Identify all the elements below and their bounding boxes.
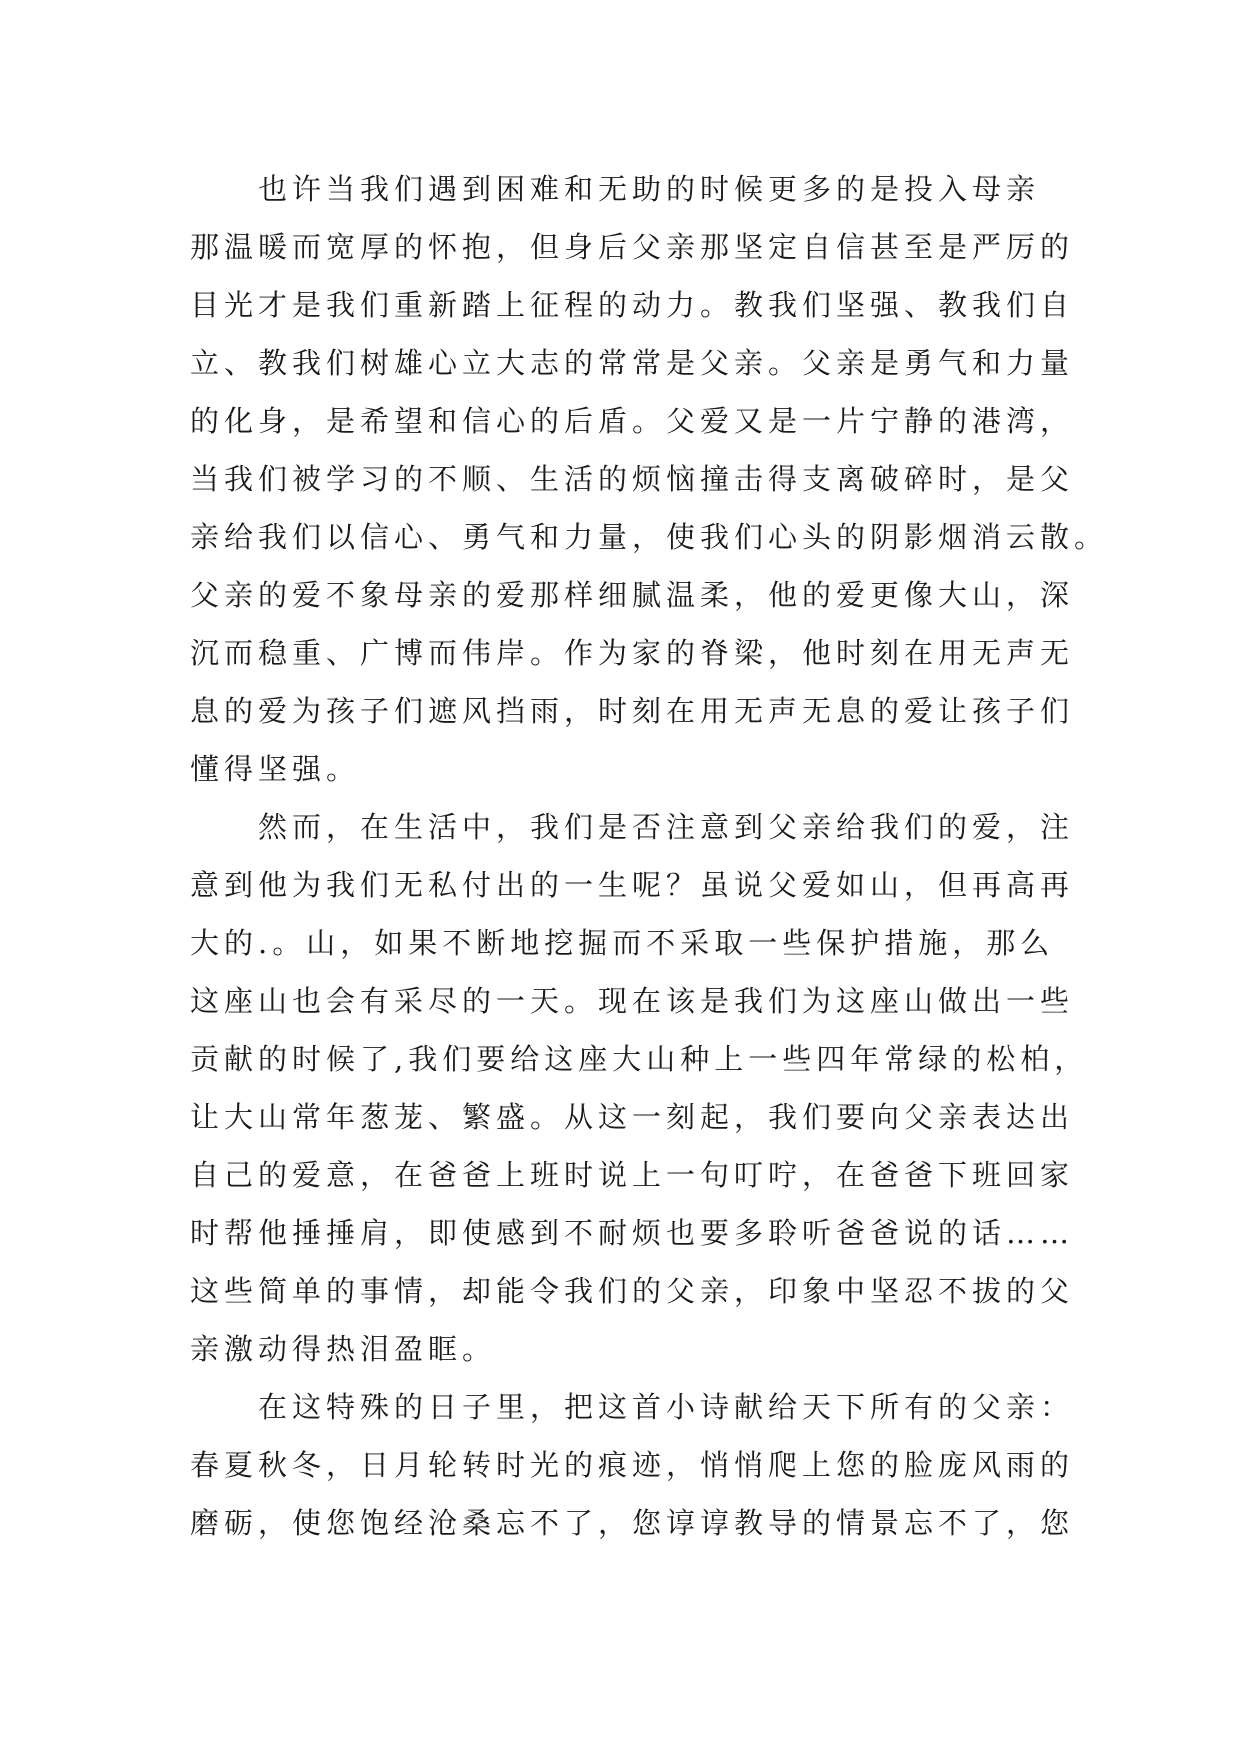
paragraph-line: 沉而稳重、广博而伟岸。作为家的脊梁，他时刻在用无声无 bbox=[190, 636, 1075, 670]
paragraph-line: 的化身，是希望和信心的后盾。父爱又是一片宁静的港湾， bbox=[190, 404, 1075, 438]
paragraph-line: 磨砺，使您饱经沧桑忘不了，您谆谆教导的情景忘不了，您 bbox=[190, 1506, 1075, 1540]
paragraph-line: 自己的爱意，在爸爸上班时说上一句叮咛，在爸爸下班回家 bbox=[190, 1158, 1075, 1192]
paragraph-line: 这些简单的事情，却能令我们的父亲，印象中坚忍不拔的父 bbox=[190, 1274, 1075, 1308]
paragraph-line: 这座山也会有采尽的一天。现在该是我们为这座山做出一些 bbox=[190, 984, 1075, 1018]
paragraph-line: 意到他为我们无私付出的一生呢？虽说父爱如山，但再高再 bbox=[190, 868, 1075, 902]
document-body bbox=[190, 160, 1109, 1552]
paragraph-line: 当我们被学习的不顺、生活的烦恼撞击得支离破碎时，是父 bbox=[190, 462, 1075, 496]
paragraph-line: 亲激动得热泪盈眶。 bbox=[190, 1332, 497, 1366]
paragraph-line: 目光才是我们重新踏上征程的动力。教我们坚强、教我们自 bbox=[190, 288, 1075, 322]
paragraph-line: 然而，在生活中，我们是否注意到父亲给我们的爱，注 bbox=[190, 810, 1075, 844]
paragraph-line: 立、教我们树雄心立大志的常常是父亲。父亲是勇气和力量 bbox=[190, 346, 1075, 380]
paragraph-line: 春夏秋冬，日月轮转时光的痕迹，悄悄爬上您的脸庞风雨的 bbox=[190, 1448, 1075, 1482]
paragraph-line: 大的.。山，如果不断地挖掘而不采取一些保护措施，那么 bbox=[190, 926, 1055, 960]
paragraph-line: 那温暖而宽厚的怀抱，但身后父亲那坚定自信甚至是严厉的 bbox=[190, 230, 1075, 264]
paragraph-line: 让大山常年葱茏、繁盛。从这一刻起，我们要向父亲表达出 bbox=[190, 1100, 1075, 1134]
paragraph-line: 时帮他捶捶肩，即使感到不耐烦也要多聆听爸爸说的话…… bbox=[190, 1216, 1075, 1250]
paragraph-line: 懂得坚强。 bbox=[190, 752, 361, 786]
paragraph-line: 父亲的爱不象母亲的爱那样细腻温柔，他的爱更像大山，深 bbox=[190, 578, 1075, 612]
paragraph-line: 在这特殊的日子里，把这首小诗献给天下所有的父亲： bbox=[190, 1390, 1075, 1424]
paragraph-line: 亲给我们以信心、勇气和力量，使我们心头的阴影烟消云散。 bbox=[190, 520, 1109, 554]
paragraph-line: 也许当我们遇到困难和无助的时候更多的是投入母亲 bbox=[190, 172, 1041, 206]
paragraph-line: 息的爱为孩子们遮风挡雨，时刻在用无声无息的爱让孩子们 bbox=[190, 694, 1075, 728]
paragraph-line: 贡献的时候了,我们要给这座大山种上一些四年常绿的松柏， bbox=[190, 1042, 1089, 1076]
